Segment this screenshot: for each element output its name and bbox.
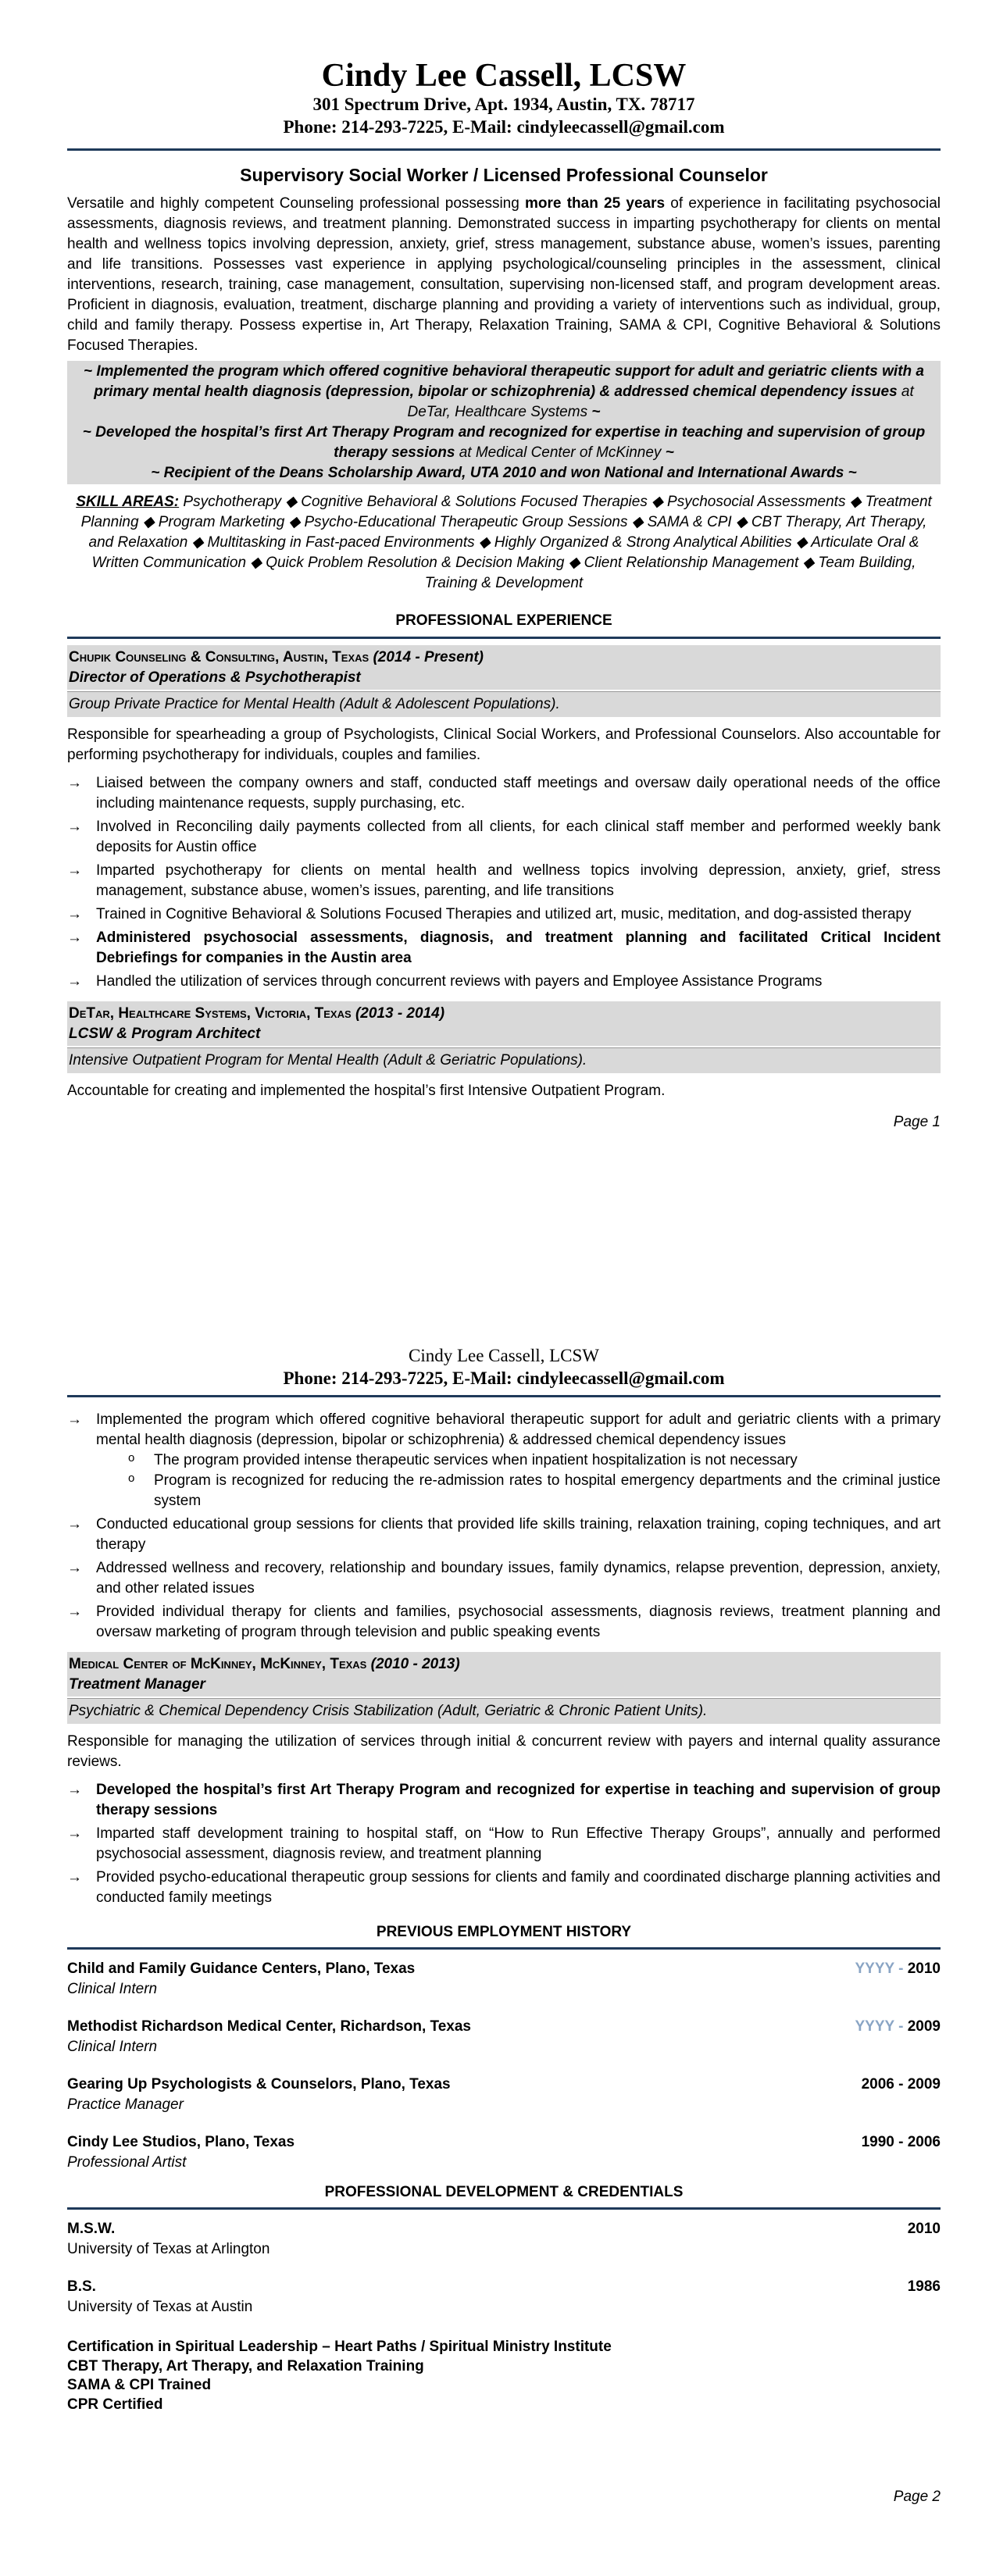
bullet-text: Conducted educational group sessions for clients that provided life skills training, relaxation training, coping techniques, and art therapy bbox=[96, 1515, 941, 1553]
job-description: Accountable for creating and implemented the hospital’s first Intensive Outpatient Program. bbox=[67, 1082, 666, 1099]
headline: Supervisory Social Worker / Licensed Professional Counselor bbox=[240, 164, 768, 185]
role: Clinical Intern bbox=[67, 1980, 158, 1997]
skill-areas bbox=[67, 492, 941, 594]
job-subtitle: Intensive Outpatient Program for Mental Health (Adult & Geriatric Populations). bbox=[67, 1047, 941, 1073]
list-item bbox=[67, 817, 941, 858]
address: 301 Spectrum Drive, Apt. 1934, Austin, TX. 78717 bbox=[312, 95, 695, 115]
job-dates: (2010 - 2013) bbox=[366, 1655, 460, 1672]
highlight-1-tilde: ~ bbox=[591, 404, 601, 421]
start-year: YYYY - bbox=[855, 2018, 908, 2035]
degree: M.S.W. bbox=[67, 2221, 116, 2237]
header-rule bbox=[67, 148, 941, 151]
highlight-1 bbox=[70, 362, 937, 423]
previous-employment-heading: PREVIOUS EMPLOYMENT HISTORY bbox=[376, 1923, 632, 1940]
certification-item: CBT Therapy, Art Therapy, and Relaxation Training bbox=[67, 2357, 424, 2374]
certification-item: SAMA & CPI Trained bbox=[67, 2377, 212, 2394]
highlight-2-bold: ~ Developed the hospital’s first Art Therapy Program and recognized for expertise in teaching and supervision of group therapy sessions bbox=[82, 424, 926, 462]
candidate-name: Cindy Lee Cassell, LCSW bbox=[321, 58, 687, 94]
arrow-icon: → bbox=[67, 1411, 82, 1428]
certification-item: CPR Certified bbox=[67, 2396, 163, 2414]
arrow-icon: → bbox=[67, 1515, 82, 1532]
job-dates: (2013 - 2014) bbox=[351, 1004, 445, 1022]
job-subtitle: Psychiatric & Chemical Dependency Crisis Stabilization (Adult, Geriatric & Chronic Patient Units). bbox=[67, 1698, 941, 1724]
arrow-icon: → bbox=[67, 1825, 82, 1842]
job-detar bbox=[67, 1001, 941, 1046]
bullet-text: Imparted staff development training to hospital staff, on “How to Run Effective Therapy Groups”, annually and performed psychosocial assessment, diagnosis review, and treatment planning bbox=[96, 1825, 941, 1862]
contact-line: Phone: 214-293-7225, E-Mail: cindyleecassell@gmail.com bbox=[283, 116, 725, 137]
bullet-text: Liaised between the company owners and staff, conducted staff meetings and oversaw daily operational needs of the office including maintenance requests, supply purchasing, etc. bbox=[96, 774, 941, 812]
contact-line: Phone: 214-293-7225, E-Mail: cindyleecassell@gmail.com bbox=[283, 1368, 725, 1388]
bullet-text: Provided psycho-educational therapeutic group sessions for clients and family and coordinated discharge planning activities and conducted family meetings bbox=[96, 1868, 941, 1906]
list-item bbox=[125, 1450, 941, 1471]
end-year: 2010 bbox=[907, 1960, 941, 1977]
list-item bbox=[67, 1515, 941, 1555]
development-rule bbox=[67, 2207, 941, 2210]
employer: Child and Family Guidance Centers, Plano, Texas bbox=[67, 1960, 416, 1977]
end-year: 2009 bbox=[907, 2018, 941, 2035]
highlight-1-bold: ~ Implemented the program which offered cognitive behavioral therapeutic support for adult and geriatric clients with a primary mental health diagnosis (depression, bipolar or schizophrenia) & addressed chemical dependency issues bbox=[84, 363, 924, 401]
list-item bbox=[125, 1471, 941, 1511]
list-item bbox=[67, 972, 941, 992]
arrow-icon: → bbox=[67, 1559, 82, 1576]
job-company: Chupik Counseling & Consulting, Austin, Texas bbox=[69, 648, 369, 665]
candidate-name: Cindy Lee Cassell, LCSW bbox=[408, 1346, 600, 1365]
page-number: Page 1 bbox=[893, 1113, 941, 1130]
sub-bullets bbox=[96, 1450, 941, 1511]
role: Clinical Intern bbox=[67, 2038, 158, 2055]
list-item bbox=[67, 1558, 941, 1599]
degree-year: 2010 bbox=[907, 2221, 941, 2237]
bullet-text: Trained in Cognitive Behavioral & Solutions Focused Therapies and utilized art, music, meditation, and dog-assisted therapy bbox=[96, 905, 912, 922]
experience-rule bbox=[67, 637, 941, 639]
employment-item bbox=[67, 1959, 941, 2000]
role: Practice Manager bbox=[67, 2096, 184, 2113]
summary-text-a: Versatile and highly competent Counseling professional possessing bbox=[67, 195, 526, 212]
arrow-icon: → bbox=[67, 972, 82, 990]
arrow-icon: → bbox=[67, 1603, 82, 1620]
job-title: Treatment Manager bbox=[69, 1675, 205, 1693]
job-title: Director of Operations & Psychotherapist bbox=[69, 669, 361, 686]
circle-bullet-icon: o bbox=[128, 1450, 135, 1465]
arrow-icon: → bbox=[67, 929, 82, 946]
previous-employment-rule bbox=[67, 1947, 941, 1950]
bullet-text: Program is recognized for reducing the re-admission rates to hospital emergency departments and the criminal justice system bbox=[154, 1472, 941, 1509]
employer: Methodist Richardson Medical Center, Richardson, Texas bbox=[67, 2018, 471, 2035]
job-description: Responsible for spearheading a group of Psychologists, Clinical Social Workers, and Professional Counselors. Also accountable for performing psychotherapy for individuals, couples and families. bbox=[67, 726, 941, 763]
school: University of Texas at Arlington bbox=[67, 2241, 270, 2258]
degree: B.S. bbox=[67, 2278, 96, 2296]
resume-page-1 bbox=[67, 58, 941, 1133]
employer: Gearing Up Psychologists & Counselors, Plano, Texas bbox=[67, 2075, 451, 2093]
previous-employment-list bbox=[67, 1959, 941, 2173]
job-dates: (2014 - Present) bbox=[369, 648, 484, 665]
highlight-2-tilde: ~ bbox=[665, 444, 674, 462]
highlight-1-place: at DeTar, Healthcare Systems bbox=[407, 384, 914, 421]
circle-bullet-icon: o bbox=[128, 1471, 135, 1485]
end-year: 2006 - 2009 bbox=[861, 2075, 941, 2093]
bullet-text: Imparted psychotherapy for clients on mental health and wellness topics involving depression, anxiety, grief, stress management, substance abuse, women’s issues, parenting, and life transitions bbox=[96, 862, 941, 899]
job-company: DeTar, Healthcare Systems, Victoria, Texas bbox=[69, 1004, 352, 1022]
employment-item bbox=[67, 2132, 941, 2173]
employment-item bbox=[67, 2017, 941, 2057]
arrow-icon: → bbox=[67, 862, 82, 879]
role: Professional Artist bbox=[67, 2153, 187, 2171]
summary-years: more than 25 years bbox=[525, 195, 666, 212]
job-title: LCSW & Program Architect bbox=[69, 1025, 261, 1042]
job-bullets bbox=[67, 1780, 941, 1908]
bullet-text: Developed the hospital’s first Art Therapy Program and recognized for expertise in teaching and supervision of group therapy sessions bbox=[96, 1781, 941, 1818]
experience-heading: PROFESSIONAL EXPERIENCE bbox=[395, 612, 612, 630]
bullet-text: Provided individual therapy for clients and families, psychosocial assessments, diagnosis reviews, treatment planning and oversaw marketing of program through television and public speaking events bbox=[96, 1603, 941, 1640]
job-bullets bbox=[67, 773, 941, 992]
bullet-text: Involved in Reconciling daily payments collected from all clients, for each clinical staff member and performed weekly bank deposits for Austin office bbox=[96, 818, 941, 855]
list-item bbox=[67, 928, 941, 969]
job-description: Responsible for managing the utilization of services through initial & concurrent review with payers and internal quality assurance reviews. bbox=[67, 1732, 941, 1770]
list-item bbox=[67, 1602, 941, 1643]
highlight-2-place: at Medical Center of McKinney bbox=[455, 444, 666, 462]
degree-year: 1986 bbox=[907, 2278, 941, 2296]
job-subtitle: Group Private Practice for Mental Health (Adult & Adolescent Populations). bbox=[67, 691, 941, 717]
list-item bbox=[67, 773, 941, 814]
arrow-icon: → bbox=[67, 818, 82, 835]
job-bullets bbox=[67, 1410, 941, 1643]
summary-paragraph bbox=[67, 194, 941, 356]
job-mckinney bbox=[67, 1652, 941, 1697]
employer: Cindy Lee Studios, Plano, Texas bbox=[67, 2133, 295, 2150]
list-item bbox=[67, 1780, 941, 1821]
bullet-text: Handled the utilization of services through concurrent reviews with payers and Employee Assistance Programs bbox=[96, 972, 823, 990]
highlights-box bbox=[67, 361, 941, 484]
page-number: Page 2 bbox=[893, 2488, 941, 2505]
development-heading: PROFESSIONAL DEVELOPMENT & CREDENTIALS bbox=[324, 2183, 684, 2200]
skill-areas-list: Psychotherapy ◆ Cognitive Behavioral & Solutions Focused Therapies ◆ Psychosocial Assessments ◆ Treatment Planning ◆ Program Marketing ◆ Psycho-Educational Therapeutic Group Sessions ◆ SAMA & CPI ◆ CBT Therapy, Art Therapy, and Relaxation ◆ Multitasking in Fast-paced Environments ◆ Highly Organized & Strong Analytical Abilities ◆ Articulate Oral & Written Communication ◆ Quick Problem Resolution & Decision Making ◆ Client Relationship Management ◆ Team Building, Training & Development bbox=[80, 494, 932, 592]
degree-item bbox=[67, 2219, 941, 2260]
employment-item bbox=[67, 2075, 941, 2115]
degree-item bbox=[67, 2277, 941, 2317]
list-item bbox=[67, 1868, 941, 1908]
certifications bbox=[67, 2338, 941, 2415]
arrow-icon: → bbox=[67, 1781, 82, 1798]
bullet-text: The program provided intense therapeutic services when inpatient hospitalization is not necessary bbox=[154, 1451, 798, 1468]
highlight-2 bbox=[70, 423, 937, 463]
school: University of Texas at Austin bbox=[67, 2299, 253, 2316]
summary-text-c: of experience in facilitating psychosocial assessments, diagnosis reviews, and treatment planning. Demonstrated success in imparting psychotherapy for clients on mental health and wellness topics involving depression, anxiety, grief, stress management, substance abuse, women’s issues, parenting and life transitions. Possesses vast experience in applying psychological/counseling principles in the assessment, clinical interventions, research, training, case management, consultation, supervising non-licensed staff, and program development areas. Proficient in diagnosis, evaluation, treatment, discharge planning and providing a variety of interventions such as individual, group, child and family therapy. Possess expertise in, Art Therapy, Relaxation Training, SAMA & CPI, Cognitive Behavioral & Solutions Focused Therapies. bbox=[67, 195, 941, 355]
header-rule bbox=[67, 1395, 941, 1397]
bullet-text: Addressed wellness and recovery, relationship and boundary issues, family dynamics, relapse prevention, depression, anxiety, and other related issues bbox=[96, 1559, 941, 1597]
end-year: 1990 - 2006 bbox=[861, 2133, 941, 2150]
job-company: Medical Center of McKinney, McKinney, Texas bbox=[69, 1655, 367, 1672]
skill-areas-label: SKILL AREAS: bbox=[76, 494, 180, 511]
degrees-list bbox=[67, 2219, 941, 2317]
bullet-text: Administered psychosocial assessments, diagnosis, and treatment planning and facilitated Critical Incident Debriefings for companies in the Austin area bbox=[96, 929, 941, 966]
list-item bbox=[67, 1410, 941, 1511]
job-chupik bbox=[67, 645, 941, 690]
resume-page-2 bbox=[67, 1345, 941, 2507]
list-item bbox=[67, 904, 941, 925]
arrow-icon: → bbox=[67, 774, 82, 791]
list-item bbox=[67, 1824, 941, 1864]
bullet-text: Implemented the program which offered cognitive behavioral therapeutic support for adult and geriatric clients with a primary mental health diagnosis (depression, bipolar or schizophrenia) & addressed chemical dependency issues bbox=[96, 1411, 941, 1448]
arrow-icon: → bbox=[67, 1868, 82, 1886]
start-year: YYYY - bbox=[855, 1960, 908, 1977]
highlight-3: ~ Recipient of the Deans Scholarship Award, UTA 2010 and won National and International Awards ~ bbox=[151, 465, 857, 482]
certification-item: Certification in Spiritual Leadership – Heart Paths / Spiritual Ministry Institute bbox=[67, 2339, 612, 2356]
arrow-icon: → bbox=[67, 905, 82, 922]
list-item bbox=[67, 861, 941, 901]
